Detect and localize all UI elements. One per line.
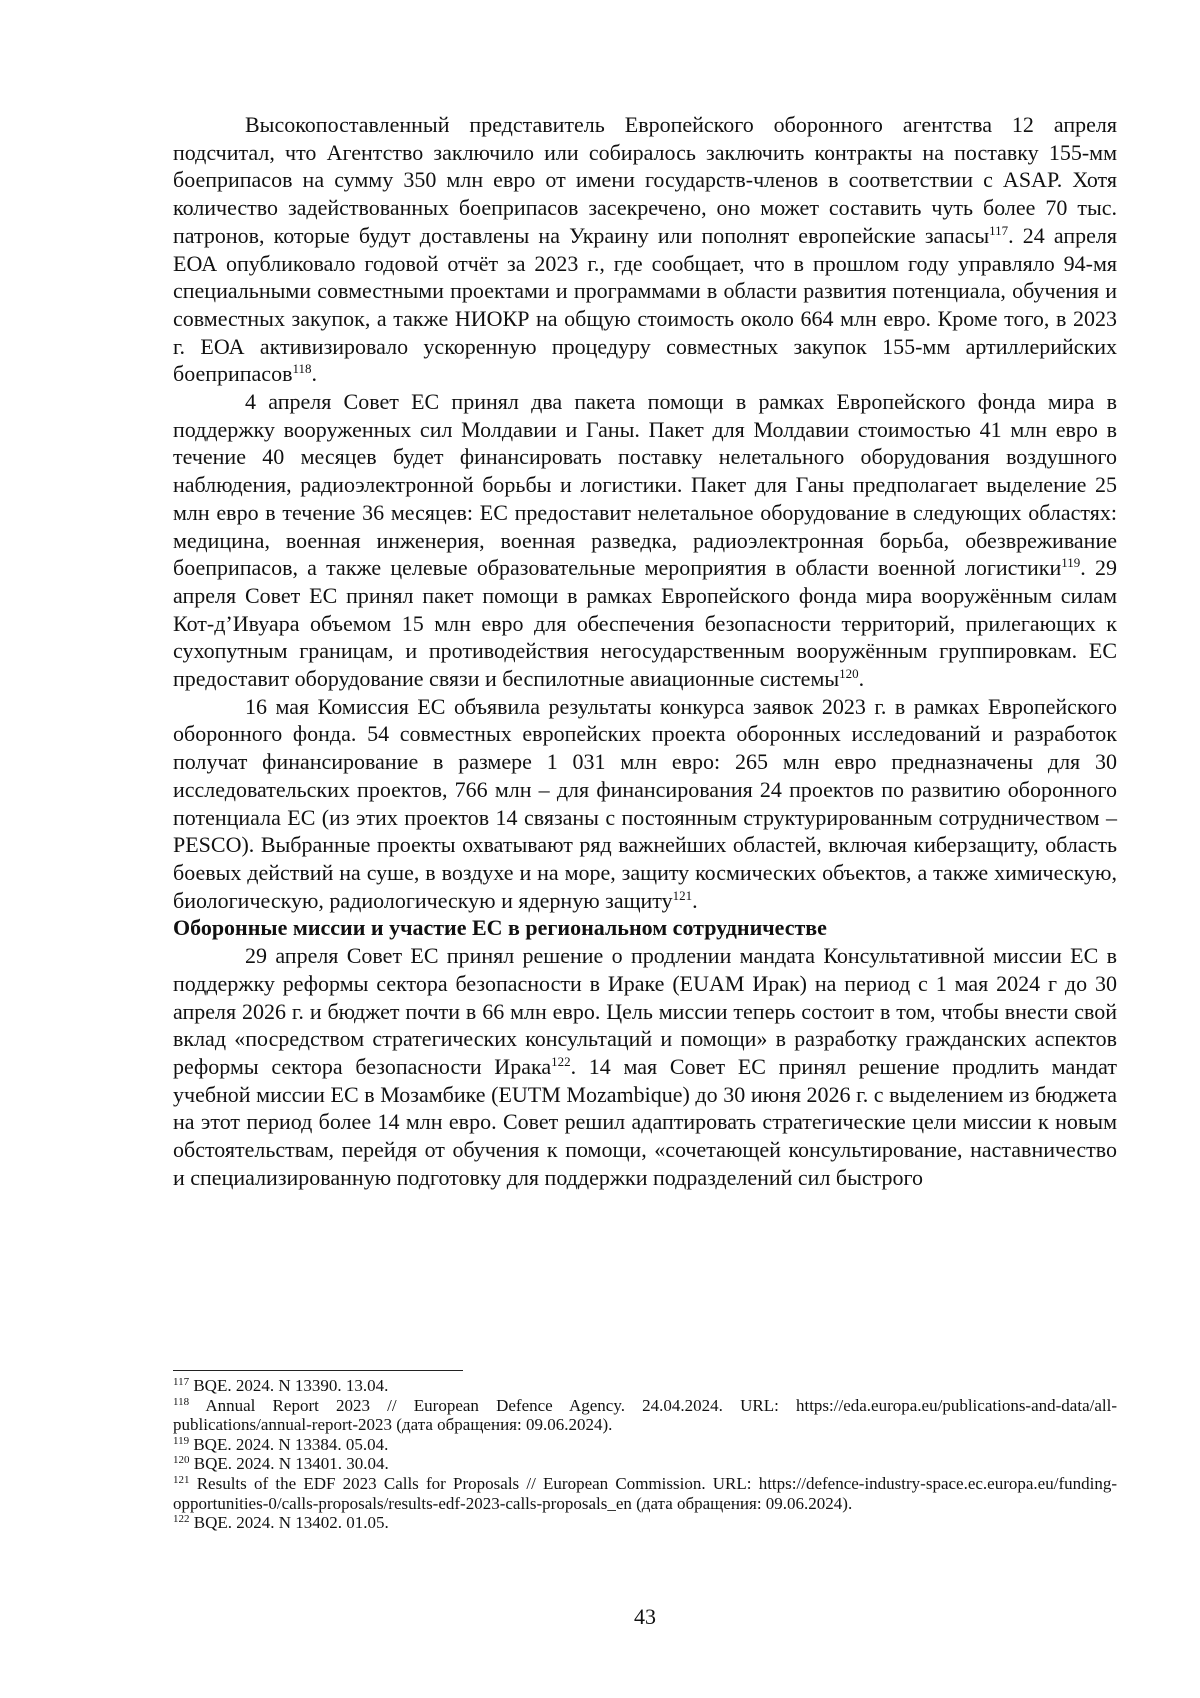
footnote-divider xyxy=(173,1370,463,1371)
text-run: 16 мая Комиссия ЕС объявила результаты конкурса заявок 2023 г. в рамках Европейского оборонного фонда. 54 совместных европейских проекта оборонных исследований и разработок получат финансирование в размере 1 031 млн евро: 265 млн евро предназначены для 30 исследовательских проектов, 766 млн – для финансирования 24 проектов по развитию оборонного потенциала ЕС (из этих проектов 14 связаны с постоянным структурированным сотрудничеством – PESCO). Выбранные проекты охватывают ряд важнейших областей, включая киберзащиту, область боевых действий на суше, в воздухе и на море, защиту космических объектов, а также химическую, биологическую, радиологическую и ядерную защиту xyxy=(173,693,1117,913)
footnote-ref: 119 xyxy=(1061,555,1081,571)
footnote-text: BQE. 2024. N 13390. 13.04. xyxy=(189,1376,389,1395)
paragraph-defence-fund xyxy=(173,693,1117,915)
section-heading: Оборонные миссии и участие ЕС в региональном сотрудничестве xyxy=(173,915,827,941)
footnote-text: BQE. 2024. N 13401. 30.04. xyxy=(189,1454,389,1474)
footnote-ref: 121 xyxy=(672,887,693,903)
footnote-number: 121 xyxy=(173,1473,190,1486)
paragraph-missions xyxy=(173,942,1117,1191)
footnote-text: BQE. 2024. N 13402. 01.05. xyxy=(189,1513,389,1533)
text-run: . 29 апреля Совет ЕС принял пакет помощи в рамках Европейского фонда мира вооружённым силам Кот-д’Ивуара объемом 15 млн евро для обеспечения безопасности территорий, прилегающих к сухопутным границам, и противодействия негосударственным вооружённым группировкам. ЕС предоставит оборудование связи и беспилотные авиационные системы xyxy=(173,555,1118,692)
text-run: . xyxy=(311,361,317,387)
footnote-number: 117 xyxy=(173,1376,190,1388)
footnote-ref: 118 xyxy=(292,361,312,377)
text-run: 4 апреля Совет ЕС принял два пакета помощи в рамках Европейского фонда мира в поддержку вооруженных сил Молдавии и Ганы. Пакет для Молдавии стоимостью 41 млн евро в течение 40 месяцев будет финансировать поставку нелетального оборудования воздушного наблюдения, радиоэлектронной борьбы и логистики. Пакет для Ганы предполагает выделение 25 млн евро в течение 36 месяцев: ЕС предоставит нелетальное оборудование в следующих областях: медицина, военная инженерия, военная разведка, радиоэлектронная борьба, обезвреживание боеприпасов, а также целевые образовательные мероприятия в области военной логистики xyxy=(173,389,1117,581)
text-run: Высокопоставленный представитель Европейского оборонного агентства 12 апреля подсчитал, что Агентство заключило или собиралось заключить контракты на поставку 155-мм боеприпасов на сумму 350 млн евро от имени государств-членов в соответствии с ASAP. Хотя количество задействованных боеприпасов засекречено, оно может составить чуть более 70 тыс. патронов, которые будут доставлены на Украину или пополнят европейские запасы xyxy=(173,112,1117,248)
footnote-number: 122 xyxy=(173,1513,190,1526)
text-run: 29 апреля Совет ЕС принял решение о продлении мандата Консультативной миссии ЕС в поддержку реформы сектора безопасности в Ираке (EUAM Ирак) на период с 1 мая 2024 г до 30 апреля 2026 г. и бюджет почти в 66 млн евро. Цель миссии теперь состоит в том, чтобы внести свой вклад «посредством стратегических консультаций и помощи» в разработку гражданских аспектов реформы сектора безопасности Ирака xyxy=(173,943,1117,1079)
text-run: . 14 мая Совет ЕС принял решение продлить мандат учебной миссии ЕС в Мозамбике (EUTM Mozambique) до 30 июня 2026 г. с выделением из бюджета на этот период более 14 млн евро. Совет решил адаптировать стратегические цели миссии к новым обстоятельствам, перейдя от обучения к помощи, «сочетающей консультирование, наставничество и специализированную подготовку для поддержки подразделений сил быстрого xyxy=(173,1053,1117,1190)
footnote-number: 119 xyxy=(173,1434,190,1447)
footnote-121 xyxy=(173,1474,1117,1513)
footnote-119 xyxy=(173,1435,1117,1455)
footnote-text: Annual Report 2023 // European Defence Agency. 24.04.2024. URL: https://eda.europa.eu/publications-and-data/all-publications/annual-report-2023 (дата обращения: 09.06.2024). xyxy=(173,1395,1117,1435)
main-text xyxy=(173,111,1117,1191)
text-run: . 24 апреля ЕОА опубликовало годовой отчёт за 2023 г., где сообщает, что в прошлом году управляло 94-мя специальными совместными проектами и программами в области развития потенциала, обучения и совместных закупок, а также НИОКР на общую стоимость около 664 млн евро. Кроме того, в 2023 г. ЕОА активизировало ускоренную процедуру совместных закупок 155-мм артиллерийских боеприпасов xyxy=(173,222,1117,387)
footnote-120 xyxy=(173,1454,1117,1474)
footnote-text: BQE. 2024. N 13384. 05.04. xyxy=(189,1434,389,1454)
footnote-122 xyxy=(173,1513,1117,1533)
paragraph-eda-contracts xyxy=(173,111,1117,388)
text-run: . xyxy=(858,666,865,692)
footnote-text: Results of the EDF 2023 Calls for Proposals // European Commission. URL: https://defence-industry-space.ec.europa.eu/funding-opportunities-0/calls-proposals/results-edf-2023-calls-proposals_en (дата обращения: 09.06.2024). xyxy=(173,1473,1117,1513)
paragraph-peace-facility xyxy=(173,388,1117,693)
footnote-number: 120 xyxy=(173,1454,190,1467)
text-run: . xyxy=(692,887,698,913)
footnote-ref: 122 xyxy=(551,1053,571,1069)
page-number: 43 xyxy=(634,1604,656,1629)
footnote-118 xyxy=(173,1396,1117,1435)
footnote-ref: 120 xyxy=(839,666,859,682)
footnotes xyxy=(173,1376,1117,1533)
footnote-117 xyxy=(173,1376,1117,1396)
footnote-ref: 117 xyxy=(989,222,1009,238)
footnote-number: 118 xyxy=(173,1395,190,1408)
